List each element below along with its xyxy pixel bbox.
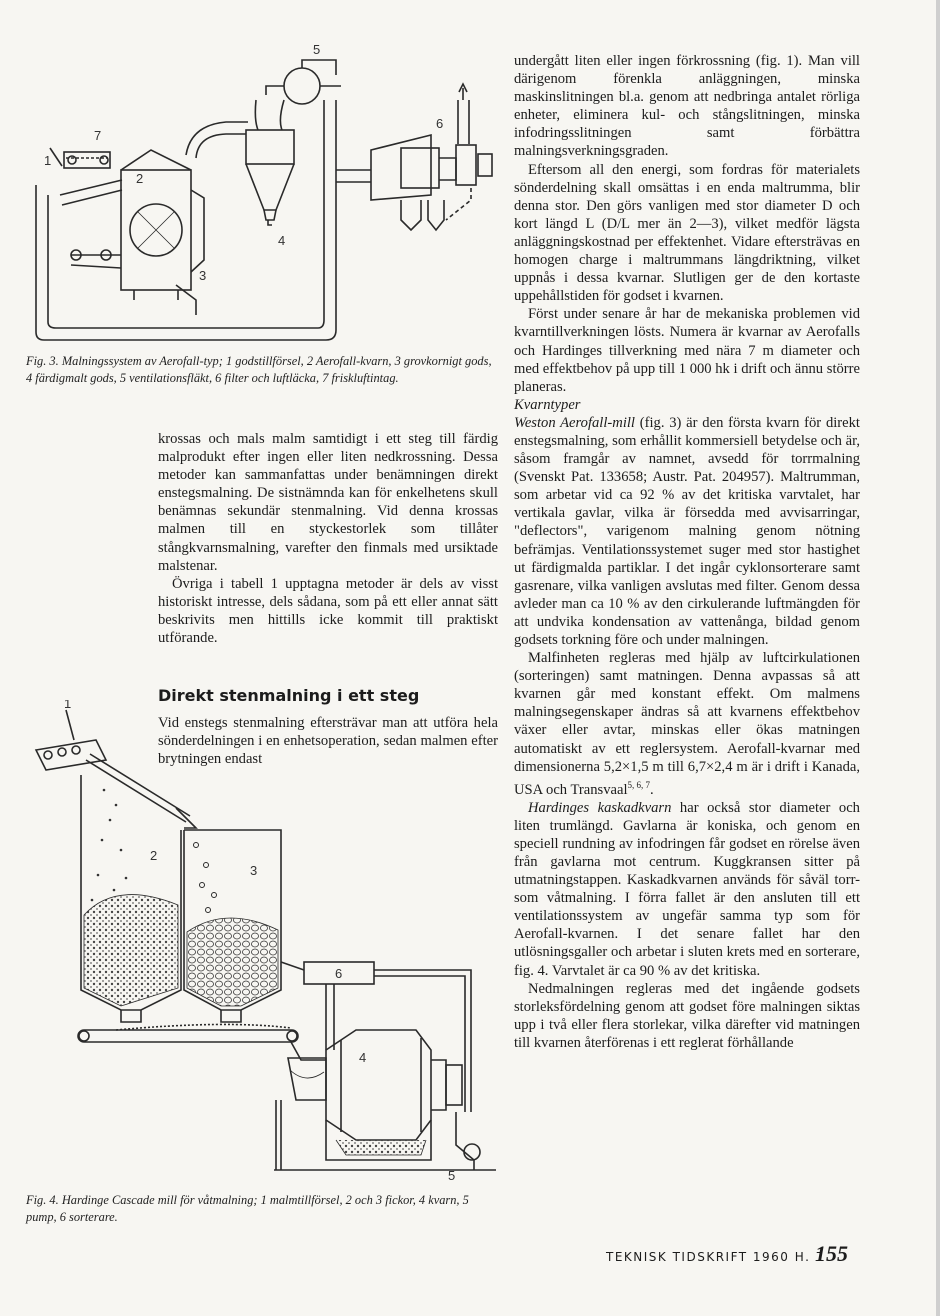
journal-footer: TEKNISK TIDSKRIFT 1960 H. 7 bbox=[606, 1250, 825, 1264]
fig4-label-5: 5 bbox=[448, 1168, 456, 1183]
fig4-label-1: 1 bbox=[64, 700, 72, 711]
right-paragraph-7: Nedmalningen regleras med det ingående godsets storleksfördelning genom att godset före malningen siktas upp i två eller flera storlekar, vilka därefter vid matningen till kvarnen återförenas i ett reglerat förhållande bbox=[514, 980, 860, 1051]
scan-edge bbox=[936, 0, 940, 1316]
fig3-label-1: 1 bbox=[44, 153, 52, 168]
fig3-caption-label: Fig. 3. bbox=[26, 354, 59, 368]
page-number: 155 bbox=[815, 1241, 848, 1266]
weston-name: Weston Aerofall-mill bbox=[514, 414, 635, 431]
figure-4-caption bbox=[26, 1192, 502, 1226]
p5-text: Malfinheten regleras med hjälp av luftcirkulationen (sorteringen) samt matningen. Denna avpassas så att kvarnen går med konstant effekt. Om malmens malningsegenskaper ändras så att kvarnens effektbehov växer eller avtar, minskas eller ökas matningen automatiskt av ett reglersystem. Aerofall-kvarnar med dimensionerna 5,2×1,5 m till 6,7×2,4 m är i drift i Kanada, USA och Transvaal bbox=[514, 650, 860, 798]
figure-4-diagram bbox=[26, 700, 512, 1190]
fig4-label-4: 4 bbox=[359, 1050, 367, 1065]
right-column bbox=[514, 52, 860, 1052]
p5-references: 5, 6, 7 bbox=[627, 779, 651, 790]
fig4-caption-label: Fig. 4. bbox=[26, 1193, 59, 1207]
fig3-label-4: 4 bbox=[278, 233, 286, 248]
fig4-label-6: 6 bbox=[335, 966, 343, 981]
weston-text: (fig. 3) är den första kvarn för direkt enstegsmalning, som erhållit kommersiell betydelse och är, såsom framgår av namnet, avsedd för torrmalning (Svenskt Pat. 133658; Austr. Pat. 204957). Maltrumman, som arbetar vid ca 92 % av det kritiska varvtalet, har vertikala gavlar, vilka är försedda med avvisarringar, "deflectors", varigenom malning genom nötning befrämjas. Ventilationssystemet suger med stor hastighet ut färdigmalda partiklar. I det ingår cyklonsorterare samt gasrenare, vilka vanligen avslutas med filter. Genom dessa avleder man ca 10 % av den cirkulerande luftmängden för att undvika kondensation av vattenånga, bildad genom godsets torkning före och under malningen. bbox=[514, 414, 860, 648]
right-paragraph-5 bbox=[514, 649, 860, 799]
fig3-label-7: 7 bbox=[94, 128, 102, 143]
right-paragraph-4 bbox=[514, 414, 860, 649]
section-heading: Direkt stenmalning i ett steg bbox=[158, 686, 420, 705]
middle-column bbox=[158, 430, 498, 647]
figure-3-caption bbox=[26, 353, 496, 387]
fig4-caption-text: Hardinge Cascade mill för våtmalning; 1 malmtillförsel, 2 och 3 fickor, 4 kvarn, 5 pump, 6 sorterare. bbox=[26, 1193, 469, 1224]
right-paragraph-6 bbox=[514, 799, 860, 980]
fig3-label-3: 3 bbox=[199, 268, 207, 283]
right-paragraph-3: Först under senare år har de mekaniska problemen vid kvarntillverkningen lösts. Numera är kvarnar av Aerofalls och Hardinges tillverkning med nära 7 m diameter och med effektbehov på upp till 1 000 hk i drift och ännu större planeras. bbox=[514, 306, 860, 395]
fig3-label-2: 2 bbox=[136, 171, 144, 186]
fig3-label-5: 5 bbox=[313, 42, 321, 57]
fig3-label-6: 6 bbox=[436, 116, 444, 131]
hardinge-name: Hardinges kaskadkvarn bbox=[528, 799, 672, 816]
middle-paragraph-3: Vid enstegs stenmalning eftersträvar man att utföra hela sönderdelningen i en enhetsoperation, sedan malmen efter brytningen endast bbox=[158, 715, 498, 768]
hardinge-text: har också stor diameter och liten trumlängd. Gavlarna är koniska, och genom en speciell rundning av infodringen får godset en rörelse även från gavlarna mot centrum. Kuggkransen sitter på utmatningstappen. Kaskadkvarnen används för såväl torr- som våtmalning. I förra fallet är den ansluten till ett ventilationssystem av ungefär samma typ som för Aerofall-kvarnen. I det senare fallet har den utlösningsgaller och arbetar i sluten krets med en sorterare, fig. 4. Varvtalet är ca 90 % av det kritiska. bbox=[514, 799, 860, 979]
figure-3-diagram bbox=[26, 40, 512, 350]
middle-paragraph-1: krossas och mals malm samtidigt i ett steg till färdig malprodukt efter ingen eller liten nedkrossning. Dessa metoder kan sammanfattas under benämningen direkt enstegsmalning. De sistnämnda kan för enkelhetens skull benämnas sekundär stenmalning. Vid denna krossas malmen till en styckestorlek som tillåter stångkvarnsmalning, varefter den finmals med ursiktade malstenar. bbox=[158, 431, 498, 574]
fig3-caption-text: Malningssystem av Aerofall-typ; 1 godstillförsel, 2 Aerofall-kvarn, 3 grovkornigt gods, 4 färdigmalt gods, 5 ventilationsfläkt, 6 filter och luftläcka, 7 friskluftintag. bbox=[26, 354, 492, 385]
fig4-label-2: 2 bbox=[150, 848, 158, 863]
subheading-kvarntyper: Kvarntyper bbox=[514, 396, 581, 413]
right-paragraph-2: Eftersom all den energi, som fordras för materialets sönderdelning skall omsättas i en enda maltrumma, blir denna stor. Den görs vanligen med stor diameter D och kort längd L (D/L mer än 2—3), vilket medför lägsta anläggningskostnad per effektenhet. Vidare eftersträvas en homogen charge i maltrummans längdriktning, vilket uppnås i dessa kvarnar. Slutligen ger de den kortaste uppehållstiden för godset i kvarnen. bbox=[514, 161, 860, 305]
middle-paragraph-2: Övriga i tabell 1 upptagna metoder är dels av visst historiskt intresse, dels sådana, som på ett eller annat sätt beskrivits men hittills icke kommit till praktiskt utförande. bbox=[158, 575, 498, 647]
fig4-label-3: 3 bbox=[250, 863, 258, 878]
right-paragraph-1: undergått liten eller ingen förkrossning (fig. 1). Man vill därigenom förenkla anläggningen, minska maskinslitningen bl.a. genom att nedbringa antalet rörliga enheter, eliminera kul- och stångslitningen, minska infodringsslitningen samt förbättra malningsverkningsgraden. bbox=[514, 53, 860, 160]
p5-end: . bbox=[650, 781, 654, 798]
